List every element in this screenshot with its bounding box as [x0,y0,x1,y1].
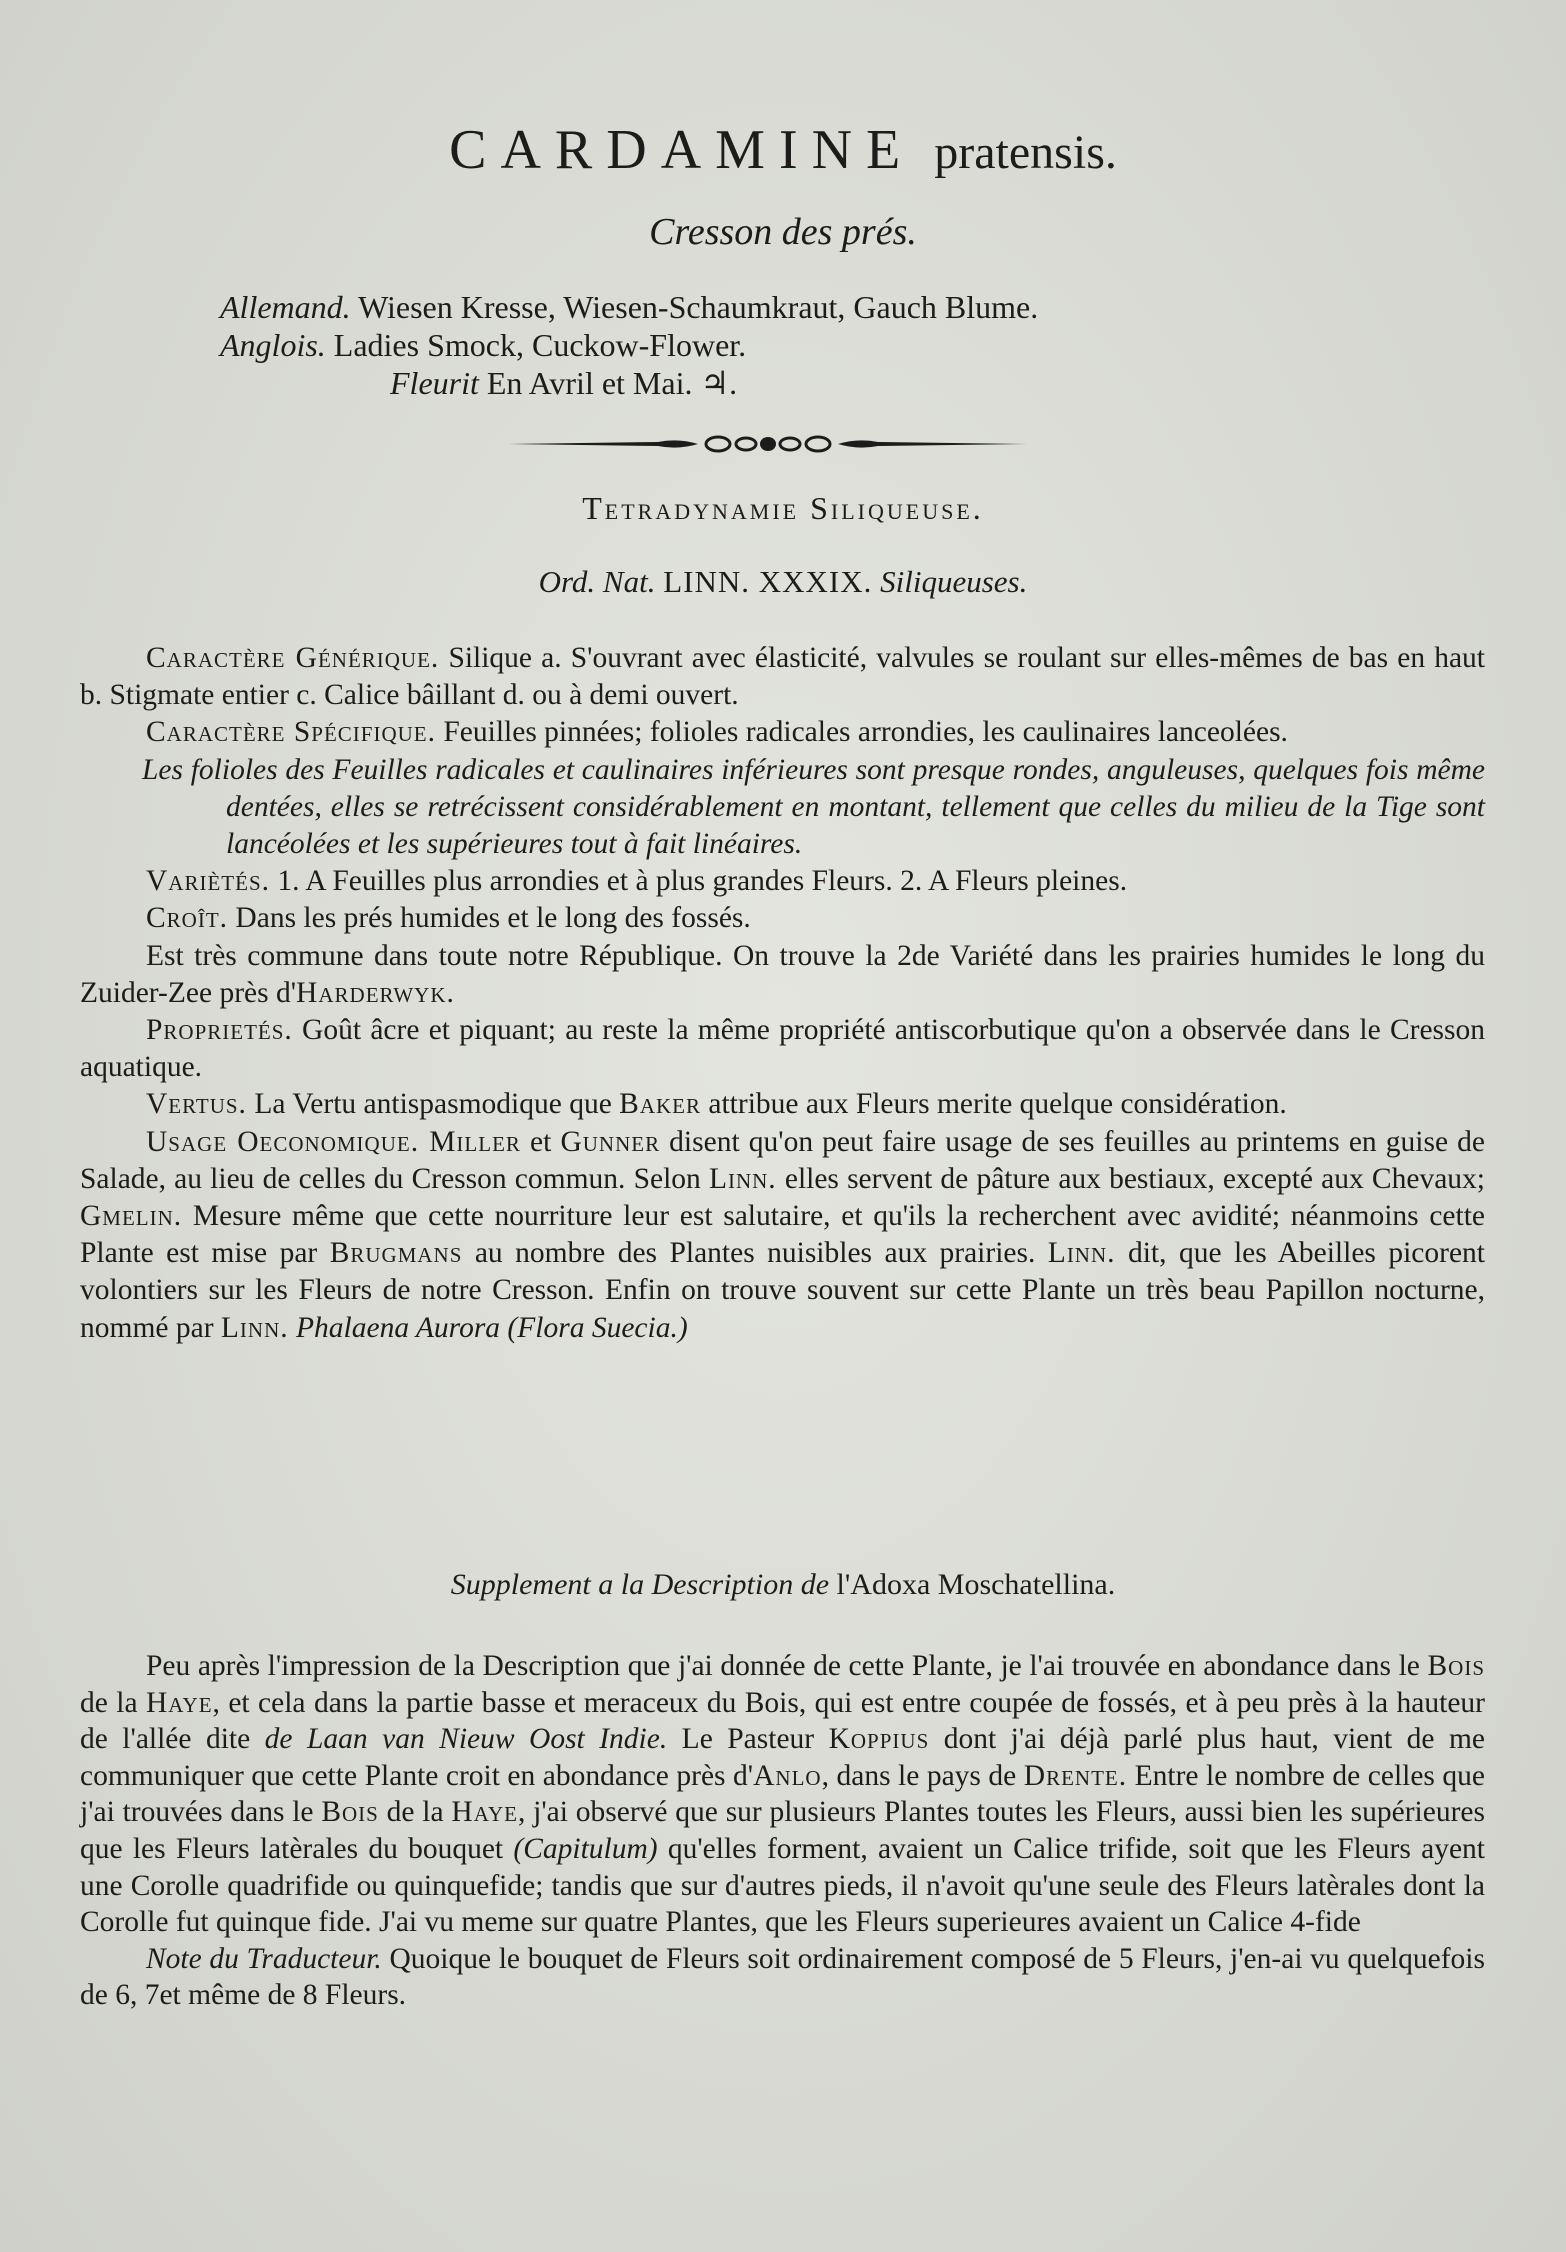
virtues-text-a: La Vertu antispasmodique que [246,1088,620,1121]
economic-text-1: et [520,1125,561,1158]
supp-drente: Drente. [1023,1759,1128,1792]
author-gunner: Gunner [560,1125,661,1158]
paragraph-leaf-note [142,752,1485,864]
page-title [0,118,1566,182]
author-linn-2: Linn. [1047,1237,1116,1270]
genus-name: CARDAMINE [449,119,915,181]
varieties-label: Variètés. [146,865,271,898]
description-body [80,640,1485,1347]
paragraph-generic-character [80,640,1485,714]
linnaean-class: Tetradynamie Siliqueuse. [582,490,984,526]
economic-text-6: dit, que les Abeilles picorent volontiers sur les Fleurs de notre Cresson. Enfin on trouve souvent sur cette Plante un très beau Papillon nocturne, nommé par [80,1237,1485,1344]
author-miller: Miller [419,1125,521,1158]
translator-note [80,1941,1485,2014]
german-label: Allemand. [220,289,351,325]
supp-capitulum: (Capitulum) [513,1832,658,1865]
author-linn-1: Linn. [708,1162,777,1195]
flowering-period: En Avril et Mai. ♃. [486,365,738,401]
flowering-label: Fleurit [390,365,479,401]
supp-text-d: Le Pasteur [667,1723,829,1756]
supp-laan: de Laan van Nieuw Oost Indie. [264,1723,668,1756]
supplement-title-plant: l'Adoxa Moschatellina. [829,1568,1116,1601]
ornament-divider [508,432,1028,456]
supp-text-f: , dans le pays de [821,1759,1024,1792]
paragraph-virtues [80,1086,1485,1123]
supp-text-b: de la [80,1686,146,1719]
habitat-text: Dans les prés humides et le long des fossés. [228,902,751,935]
vernacular-names [220,288,1038,402]
supp-text-g: Entre le nombre de celles que j'ai trouvées dans le [80,1759,1486,1829]
supplement-title-italic: Supplement a la Description de [450,1568,830,1601]
supp-text-e: dont j'ai déjà parlé plus haut, vient de me communiquer que cette Plante croit en abondance près d' [80,1723,1485,1792]
economic-text-2: disent qu'on peut faire usage de ses feuilles au printems en guise de Salade, au lieu de celles du Cresson commun. Selon [80,1125,1486,1195]
supp-haye-2: Haye [451,1796,518,1829]
economic-text-4: Mesure même que cette nourriture leur est salutaire, et qu'ils la recherchent avec avidité; néanmoins cette Plante est mise par [80,1200,1485,1270]
virtues-text-b: attribue aux Fleurs merite quelque considération. [701,1088,1287,1121]
german-names: Wiesen Kresse, Wiesen-Schaumkraut, Gauch Blume. [358,289,1039,325]
properties-text: Goût âcre et piquant; au reste la même propriété antiscorbutique qu'on a observée dans le Cresson aquatique. [80,1014,1485,1084]
flowering-row [220,364,1038,402]
supp-bois: Bois [1427,1650,1485,1682]
supplement-paragraph [80,1648,1485,1941]
specific-character-label: Caractère Spécifique. [146,716,437,749]
supp-haye: Haye [145,1686,213,1719]
order-prefix: Ord. Nat. [538,564,656,599]
order-suffix: Siliqueuses. [880,564,1028,599]
order-linn: LINN. XXXIX. [663,564,873,599]
supp-text-i: , j'ai observé que sur plusieurs Plantes toutes les Fleurs, aussi bien les supérieures que les Fleurs latèrales du bouquet [80,1796,1485,1865]
paragraph-economic-use [80,1124,1485,1347]
varieties-text: 1. A Feuilles plus arrondies et à plus grandes Fleurs. 2. A Fleurs pleines. [270,865,1128,898]
natural-order [0,564,1566,600]
habitat-label: Croît. [146,902,229,935]
supplement-title [0,1568,1566,1602]
supp-koppius: Koppius [828,1723,930,1756]
translator-note-text: Quoique le bouquet de Fleurs soit ordinairement composé de 5 Fleurs, j'en-ai vu quelquefois de 6, 7et même de 8 Fleurs. [80,1942,1485,2012]
virtues-author: Baker [619,1088,702,1121]
distribution-text: Est très commune dans toute notre République. On trouve la 2de Variété dans les prairies humides le long du Zuider-Zee près d' [80,939,1485,1009]
paragraph-habitat [80,900,1485,937]
supp-text-h: de la [378,1796,452,1829]
leaf-note-text: Les folioles des Feuilles radicales et caulinaires inférieures sont presque rondes, anguleuses, quelques fois même dentées, elles se retrécissent considérablement en montant, tellement que celles du milieu de la Tige sont lancéolées et les supérieures tout à fait linéaires. [142,753,1485,861]
phalaena-reference: Phalaena Aurora (Flora Suecia.) [288,1311,688,1344]
generic-character-text: Silique a. S'ouvrant avec élasticité, valvules se roulant sur elles-mêmes de bas en haut b. Stigmate entier c. Calice bâillant d. ou à demi ouvert. [80,642,1486,712]
paragraph-properties [80,1012,1485,1086]
supp-bois-2: Bois [321,1796,379,1829]
english-names: Ladies Smock, Cuckow-Flower. [333,327,747,363]
supp-text-j: qu'elles forment, avaient un Calice trifide, soit que les Fleurs ayent une Corolle quadrifide ou quinquefide; tandis que sur d'autres pieds, il n'avoit qu'une seule des Fleurs latèrales dont la Corolle fut quinque fide. J'ai vu meme sur quatre Plantes, que les Fleurs superieures avaient un Calice 4-fide [80,1832,1485,1939]
english-label: Anglois. [220,327,326,363]
paragraph-varieties [80,863,1485,900]
paragraph-distribution [80,938,1485,1012]
supp-text-a: Peu après l'impression de la Description que j'ai donnée de cette Plante, je l'ai trouvée en abondance dans le [146,1650,1428,1682]
english-name-row [220,326,1038,364]
translator-note-label: Note du Traducteur. [146,1942,382,1975]
paragraph-specific-character [80,714,1485,751]
german-name-row [220,288,1038,326]
common-name: Cresson des prés. [649,211,917,253]
economic-use-label: Usage Oeconomique. [146,1125,420,1158]
economic-text-3: elles servent de pâture aux bestiaux, excepté aux Chevaux; [776,1162,1485,1195]
supp-text-c: , et cela dans la partie basse et meraceux du Bois, qui est entre coupée de fossés, et à peu près à la hauteur de l'allée dite [80,1686,1485,1756]
properties-label: Proprietés. [146,1014,293,1047]
supplement-body [80,1648,1485,2014]
distribution-place: Harderwyk. [296,976,455,1009]
specific-character-text: Feuilles pinnées; folioles radicales arrondies, les caulinaires lanceolées. [436,716,1288,749]
author-brugmans: Brugmans [329,1237,463,1270]
author-linn-3: Linn. [220,1311,289,1344]
economic-text-5: au nombre des Plantes nuisibles aux prairies. [462,1237,1048,1270]
generic-character-label: Caractère Générique. [146,642,440,674]
supp-anlo: Anlo [753,1759,822,1792]
virtues-label: Vertus. [146,1088,247,1121]
author-gmelin: Gmelin. [80,1200,183,1233]
species-name: pratensis. [934,126,1117,179]
